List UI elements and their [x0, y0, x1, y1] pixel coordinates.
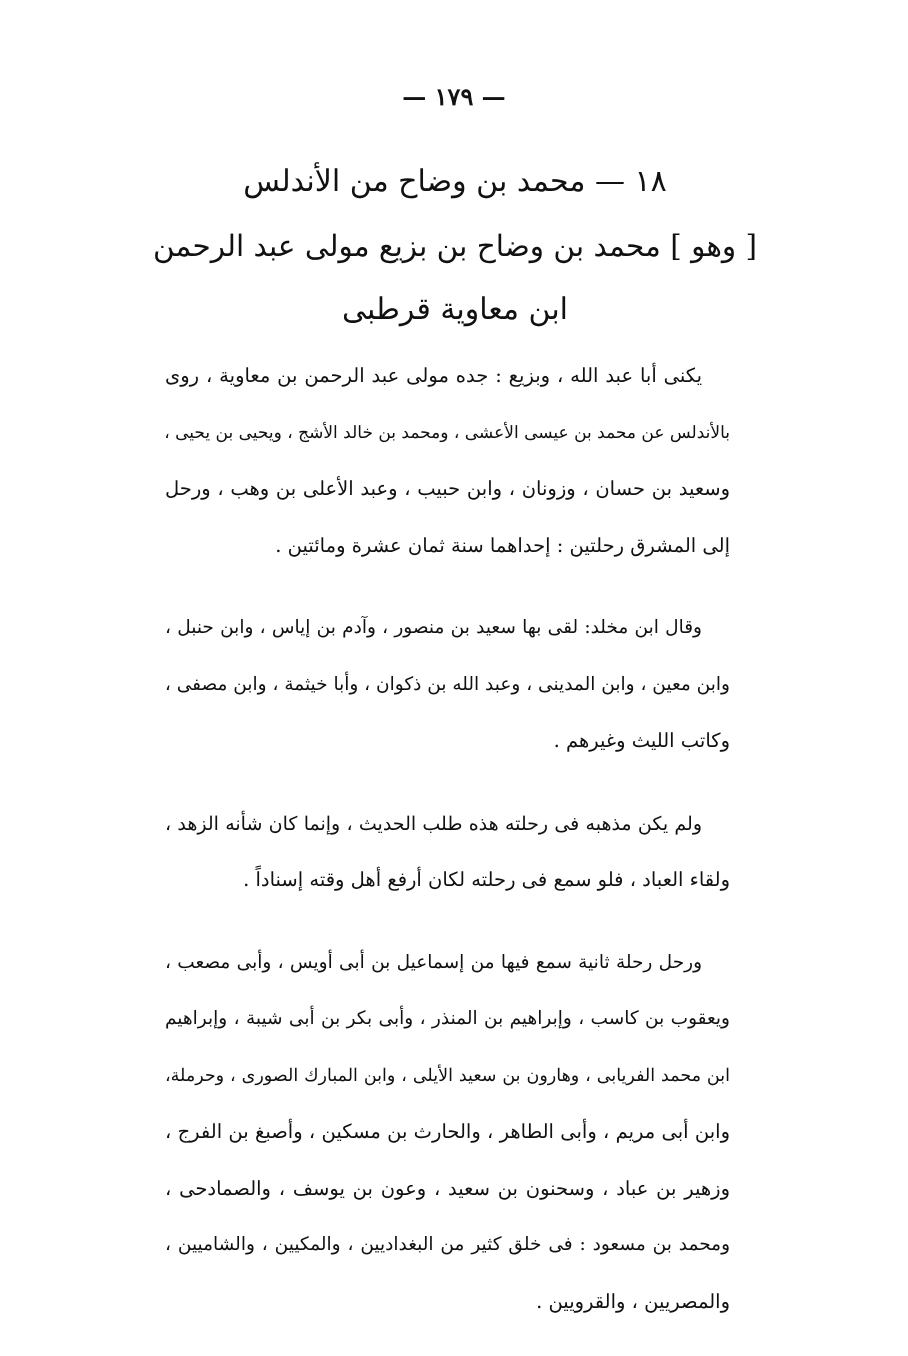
text-line: إلى المشرق رحلتين : إحداهما سنة ثمان عشرة ومائتين . — [275, 533, 730, 557]
entry-title-line-2: [ وهو ] محمد بن وضاح بن بزيع مولى عبد الرحمن — [152, 229, 758, 263]
text-line: وسعيد بن حسان ، وزونان ، وابن حبيب ، وعبد الأعلى بن وهب ، ورحل — [165, 477, 730, 500]
paragraph-4 — [165, 935, 730, 1331]
text-line: وابن أبى مريم ، وأبى الطاهر ، والحارث بن مسكين ، وأصبغ بن الفرج ، — [165, 1120, 730, 1143]
text-line: وابن معين ، وابن المدينى ، وعبد الله بن ذكوان ، وأبا خيثمة ، وابن مصفى ، — [164, 673, 730, 695]
text-line: ويعقوب بن كاسب ، وإبراهيم بن المنذر ، وأبى بكر بن أبى شيبة ، وإبراهيم — [165, 1008, 730, 1029]
text-line: ولقاء العباد ، فلو سمع فى رحلته لكان أرفع أهل وقته إسناداً . — [243, 868, 730, 891]
text-line: والمصريين ، والقرويين . — [536, 1289, 730, 1313]
entry-title-line-3: ابن معاوية قرطبى — [341, 292, 569, 327]
text-line: وقال ابن مخلد: لقى بها سعيد بن منصور ، وآدم بن إياس ، وابن حنبل ، — [165, 617, 702, 638]
text-line: وزهير بن عباد ، وسحنون بن سعيد ، وعون بن يوسف ، والصمادحى ، — [165, 1176, 730, 1200]
paragraph-1 — [165, 348, 730, 574]
text-line: ولم يكن مذهبه فى رحلته هذه طلب الحديث ، وإنما كان شأنه الزهد ، — [165, 812, 702, 835]
text-line: ورحل رحلة ثانية سمع فيها من إسماعيل بن أبى أويس ، وأبى مصعب ، — [165, 951, 702, 973]
entry-title-line-1: ١٨ — محمد بن وضاح من الأندلس — [243, 164, 667, 199]
text-line: ومحمد بن مسعود : فى خلق كثير من البغداديين ، والمكيين ، والشاميين ، — [165, 1234, 730, 1255]
text-line: بالأندلس عن محمد بن عيسى الأعشى ، ومحمد بن خالد الأشج ، ويحيى بن يحيى ، — [164, 422, 730, 443]
text-line: ابن محمد الفريابى ، وهارون بن سعيد الأيلى ، وابن المبارك الصورى ، وحرملة، — [165, 1065, 730, 1086]
text-line: وكاتب الليث وغيرهم . — [553, 729, 730, 752]
body-text — [165, 348, 730, 1356]
page-number: — ١٧٩ — — [402, 82, 506, 111]
paragraph-3 — [165, 796, 730, 909]
text-line: يكنى أبا عبد الله ، وبزيع : جده مولى عبد الرحمن بن معاوية ، روى — [165, 364, 702, 387]
paragraph-2 — [165, 600, 730, 770]
entry-title — [150, 150, 760, 342]
